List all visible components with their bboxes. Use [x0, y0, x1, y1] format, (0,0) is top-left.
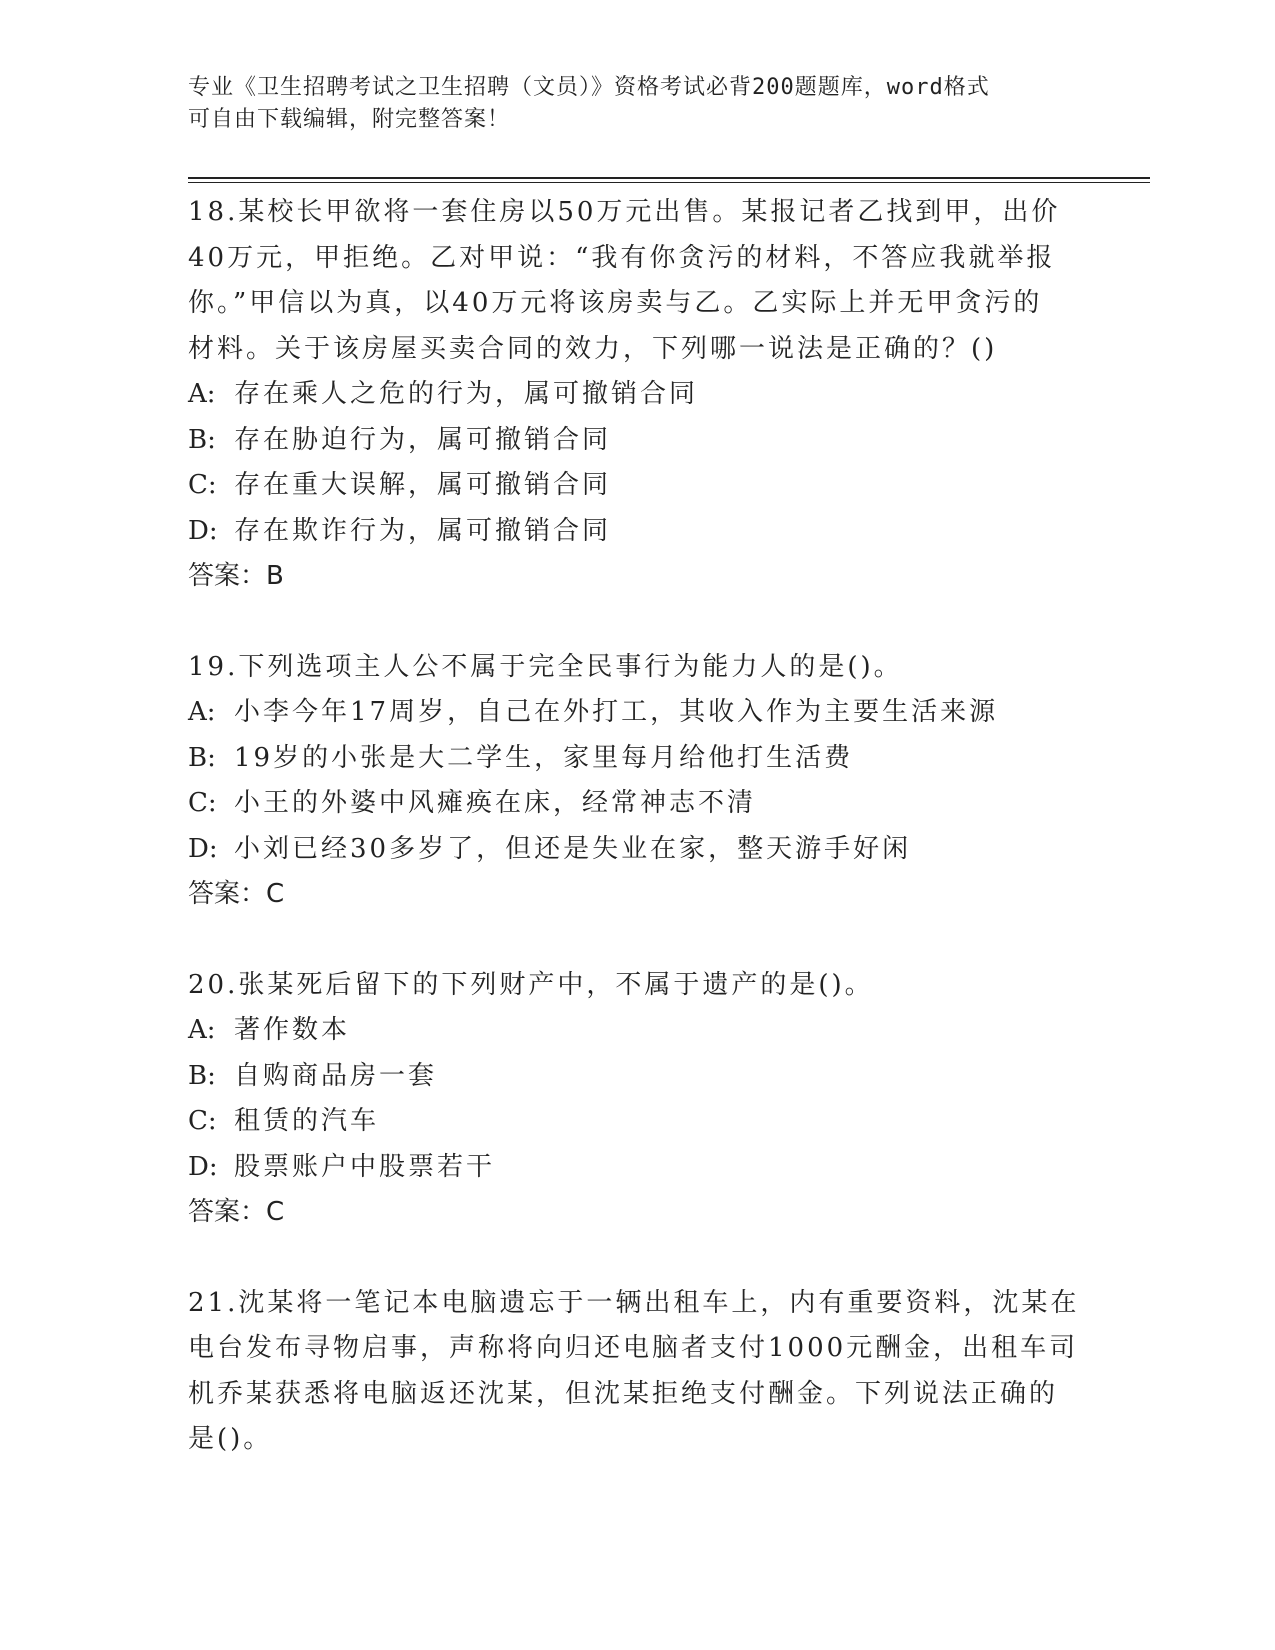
option-text: 股票账户中股票若干	[234, 1151, 496, 1182]
option-label: B:	[188, 742, 216, 773]
option-text: 著作数本	[234, 1015, 351, 1045]
option-a	[188, 372, 1088, 418]
option-text: 存在欺诈行为，属可撤销合同	[234, 515, 612, 546]
option-text: 19岁的小张是大二学生，家里每月给他打生活费	[234, 742, 854, 773]
option-b	[188, 1054, 1088, 1100]
question-stem-line: 机乔某获悉将电脑返还沈某，但沈某拒绝支付酬金。下列说法正确的	[188, 1378, 1059, 1409]
header-rule-bottom	[188, 182, 1150, 183]
option-c	[188, 781, 1088, 827]
option-a	[188, 690, 1088, 736]
question-stem-line: 你。”甲信以为真，以40万元将该房卖与乙。乙实际上并无甲贪污的	[188, 288, 1043, 318]
question-18	[188, 190, 1088, 600]
question-stem-line: 19.下列选项主人公不属于完全民事行为能力人的是()。	[188, 651, 903, 682]
question-20	[188, 963, 1088, 1236]
option-text: 自购商品房一套	[234, 1060, 438, 1091]
option-d	[188, 827, 1088, 873]
header-line-1: 专业《卫生招聘考试之卫生招聘（文员）》资格考试必背200题题库，word格式	[188, 75, 990, 100]
question-stem-line: 材料。关于该房屋买卖合同的效力，下列哪一说法是正确的？()	[188, 333, 998, 364]
option-c	[188, 1099, 1088, 1145]
answer: 答案：C	[188, 879, 285, 909]
document-header	[188, 72, 1068, 136]
option-text: 小李今年17周岁，自己在外打工，其收入作为主要生活来源	[234, 697, 999, 727]
option-label: A:	[188, 697, 216, 727]
question-stem-line: 21.沈某将一笔记本电脑遗忘于一辆出租车上，内有重要资料，沈某在	[188, 1287, 1080, 1318]
option-label: C:	[188, 1106, 217, 1136]
question-stem-line: 电台发布寻物启事，声称将向归还电脑者支付1000元酬金，出租车司	[188, 1333, 1079, 1363]
option-c	[188, 463, 1088, 509]
option-label: D:	[188, 833, 218, 864]
option-b	[188, 736, 1088, 782]
option-a	[188, 1008, 1088, 1054]
question-19	[188, 645, 1088, 918]
option-text: 存在乘人之危的行为，属可撤销合同	[234, 379, 699, 409]
question-stem-line: 18.某校长甲欲将一套住房以50万元出售。某报记者乙找到甲，出价	[188, 197, 1061, 227]
option-text: 小王的外婆中风瘫痪在床，经常神志不清	[234, 788, 757, 818]
option-text: 存在重大误解，属可撤销合同	[234, 470, 612, 500]
question-stem-line: 40万元，甲拒绝。乙对甲说：“我有你贪污的材料，不答应我就举报	[188, 242, 1056, 273]
option-label: C:	[188, 470, 217, 500]
header-rule-top	[188, 177, 1150, 179]
question-list	[188, 190, 1088, 1463]
option-label: A:	[188, 1015, 216, 1045]
option-d	[188, 509, 1088, 555]
option-label: D:	[188, 515, 218, 546]
option-label: A:	[188, 379, 216, 409]
option-b	[188, 418, 1088, 464]
question-stem-line: 是()。	[188, 1424, 273, 1454]
option-label: D:	[188, 1151, 218, 1182]
answer: 答案：C	[188, 1197, 285, 1227]
option-d	[188, 1145, 1088, 1191]
question-stem-line: 20.张某死后留下的下列财产中，不属于遗产的是()。	[188, 969, 874, 1000]
option-text: 租赁的汽车	[234, 1106, 380, 1136]
option-label: B:	[188, 1060, 216, 1091]
option-text: 存在胁迫行为，属可撤销合同	[234, 424, 612, 455]
question-21	[188, 1281, 1088, 1463]
option-label: B:	[188, 424, 216, 455]
header-line-2: 可自由下载编辑，附完整答案！	[188, 107, 511, 132]
option-text: 小刘已经30多岁了，但还是失业在家，整天游手好闲	[234, 833, 912, 864]
option-label: C:	[188, 788, 217, 818]
answer: 答案：B	[188, 561, 284, 591]
